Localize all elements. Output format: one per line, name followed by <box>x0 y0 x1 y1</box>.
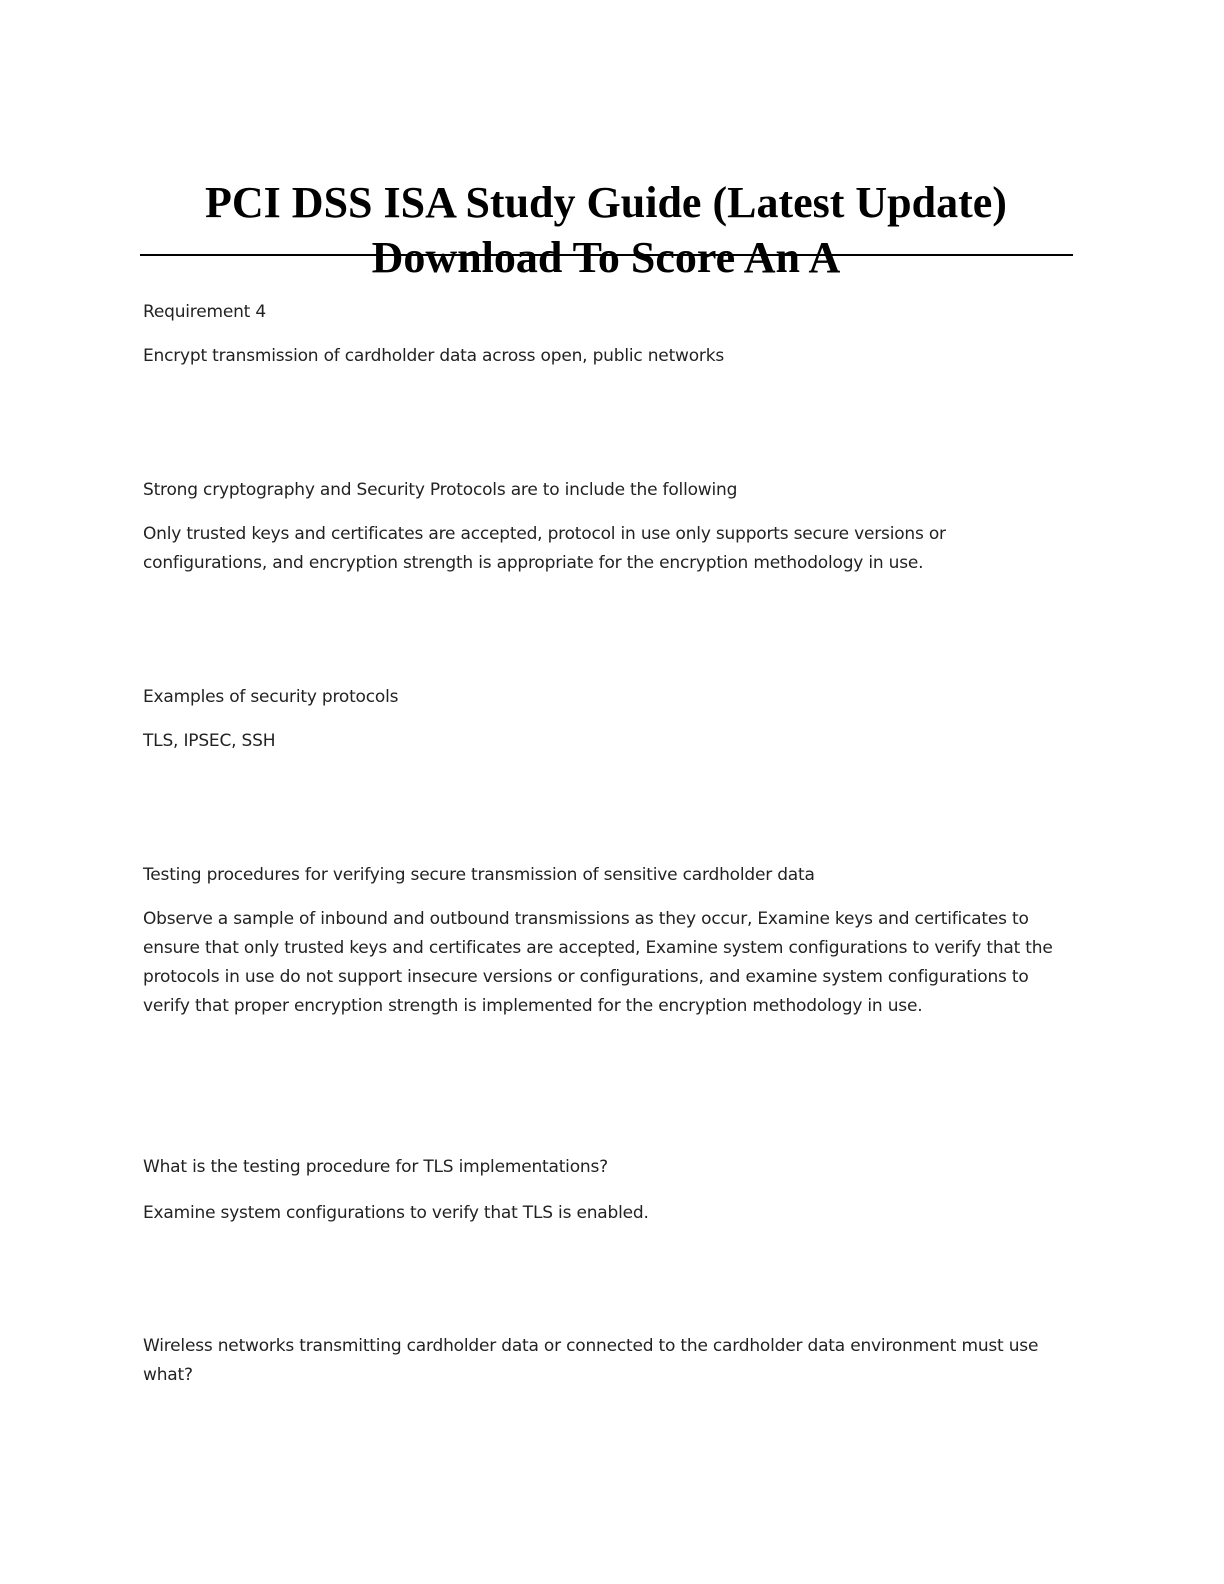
entry-4-answer: Observe a sample of inbound and outbound transmissions as they occur, Examine keys and certificates to ensure that only trusted keys and certificates are accepted, Examine system configurations to verify that the protocols in use do not support insecure versions or configurations, and examine system configurations to verify that proper encryption strength is implemented for the encryption methodology in use. <box>143 909 1053 1016</box>
entry-5-answer: Examine system configurations to verify that TLS is enabled. <box>143 1203 649 1223</box>
document-title-line-2: Download To Score An A <box>371 233 841 283</box>
entry-2-question: Strong cryptography and Security Protocols are to include the following <box>143 480 738 500</box>
entry-3-question: Examples of security protocols <box>143 687 399 707</box>
entry-1-question: Requirement 4 <box>143 302 266 322</box>
entry-2-answer: Only trusted keys and certificates are accepted, protocol in use only supports secure versions or configurations, and encryption strength is appropriate for the encryption methodology in use. <box>143 524 946 573</box>
title-divider <box>140 254 1073 256</box>
entry-4-question: Testing procedures for verifying secure transmission of sensitive cardholder data <box>143 865 815 885</box>
entry-6-question: Wireless networks transmitting cardholder data or connected to the cardholder data environment must use what? <box>143 1336 1039 1385</box>
entry-3-answer: TLS, IPSEC, SSH <box>143 731 276 751</box>
document-title <box>140 175 1072 285</box>
document-title-line-1: PCI DSS ISA Study Guide (Latest Update) <box>205 178 1007 228</box>
entry-1-answer: Encrypt transmission of cardholder data across open, public networks <box>143 346 725 366</box>
entry-5-question: What is the testing procedure for TLS implementations? <box>143 1157 608 1177</box>
